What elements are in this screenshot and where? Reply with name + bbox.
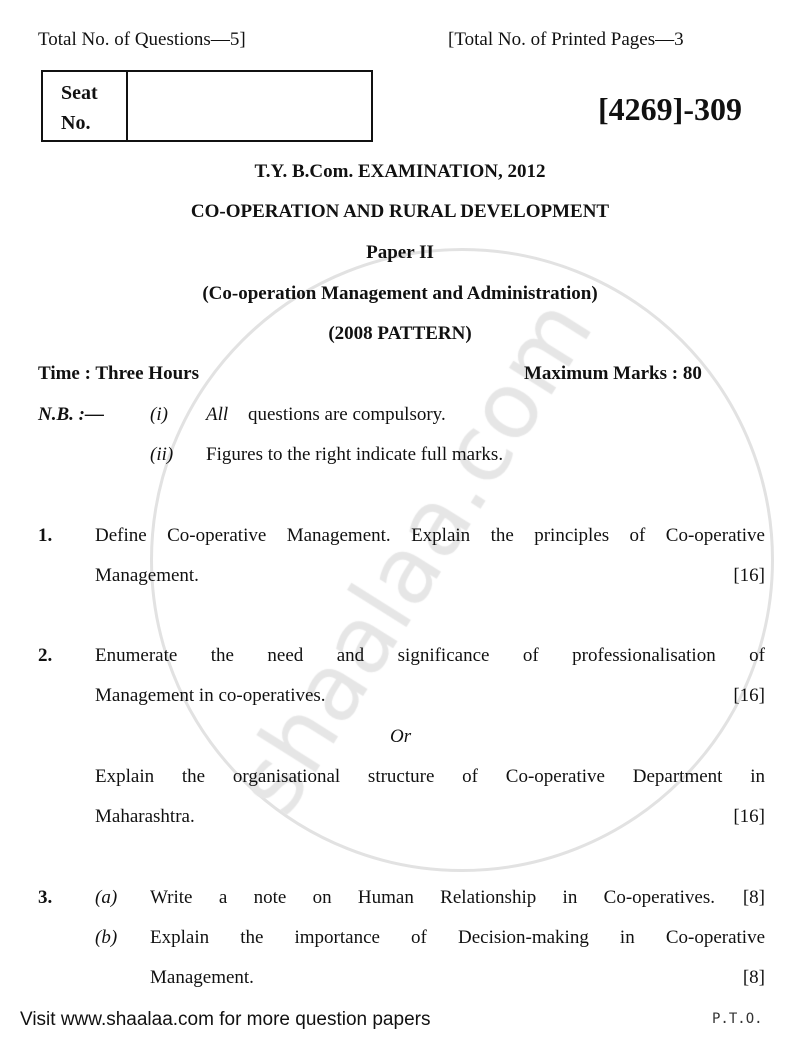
exam-title: T.Y. B.Com. EXAMINATION, 2012 (254, 161, 546, 182)
subject-title: CO-OPERATION AND RURAL DEVELOPMENT (190, 201, 610, 222)
question-text: Explain the organisational structure of Co-operative Department in (95, 766, 765, 787)
question-marks: [16] (733, 685, 765, 706)
pto-note: P.T.O. (712, 1011, 763, 1027)
question-marks: [8] (742, 887, 765, 908)
nb-text: questions are compulsory. (248, 404, 446, 425)
question-text: Explain the importance of Decision-making in Co-operative (150, 927, 765, 948)
paper-number: Paper II (366, 242, 434, 263)
question-marks: [16] (733, 565, 765, 586)
total-questions: Total No. of Questions—5] (38, 29, 246, 50)
seat-label-line: Seat (61, 82, 98, 104)
subquestion-label: (a) (95, 887, 118, 908)
paper-code: [4269]-309 (598, 91, 742, 127)
total-pages: [Total No. of Printed Pages—3 (448, 29, 684, 50)
question-text: Maharashtra. (95, 806, 195, 827)
pattern: (2008 PATTERN) (328, 323, 472, 344)
subquestion-label: (b) (95, 927, 118, 948)
maximum-marks: Maximum Marks : 80 (524, 363, 702, 384)
question-number: 1. (38, 525, 53, 546)
question-text: Write a note on Human Relationship in Co-operatives. (150, 887, 715, 908)
question-text: Management. (95, 565, 199, 586)
paper-subtitle: (Co-operation Management and Administration) (202, 283, 598, 304)
question-text: Management. (150, 967, 254, 988)
question-text: Define Co-operative Management. Explain the principles of Co-operative (95, 525, 765, 546)
seat-label (43, 72, 128, 140)
nb-em: All (206, 404, 229, 425)
nb-num: (ii) (150, 444, 174, 465)
nb-label: N.B. :— (38, 404, 104, 425)
question-marks: [8] (742, 967, 765, 988)
question-marks: [16] (733, 806, 765, 827)
seat-label-line: No. (61, 112, 91, 134)
nb-text: Figures to the right indicate full marks. (206, 444, 504, 465)
nb-num: (i) (150, 404, 168, 425)
time-allowed: Time : Three Hours (38, 363, 199, 384)
or-separator: Or (390, 726, 412, 747)
question-number: 3. (38, 887, 53, 908)
footer-link[interactable]: Visit www.shaalaa.com for more question papers (20, 1009, 431, 1030)
question-text: Enumerate the need and significance of professionalisation of (95, 645, 765, 666)
question-text: Management in co-operatives. (95, 685, 326, 706)
question-number: 2. (38, 645, 53, 666)
seat-number-box (41, 70, 373, 142)
